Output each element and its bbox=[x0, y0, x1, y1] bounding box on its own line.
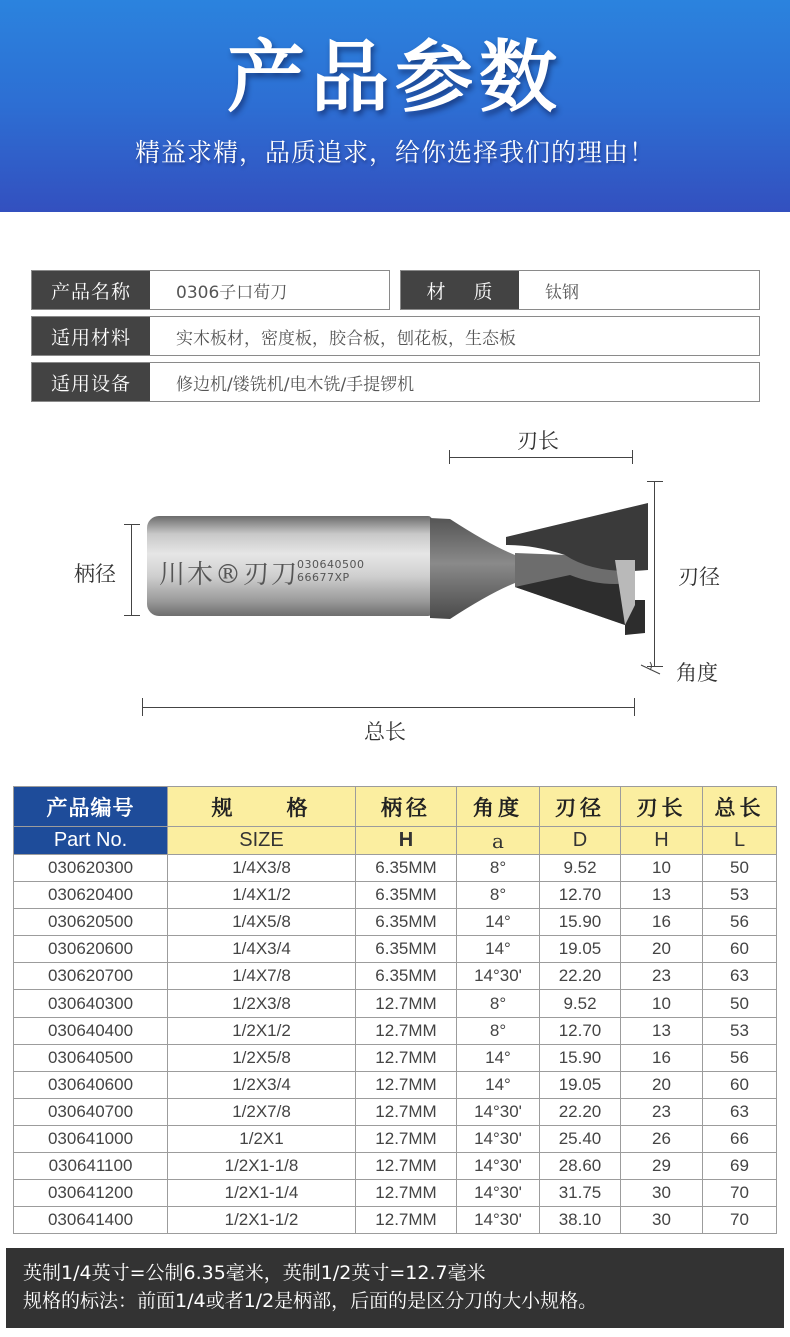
cell-shank-diameter: 12.7MM bbox=[356, 1044, 457, 1071]
cell-blade-diameter: 22.20 bbox=[540, 1098, 621, 1125]
cell-total-length: 63 bbox=[703, 963, 777, 990]
header-banner bbox=[0, 0, 790, 212]
cell-angle: 14° bbox=[457, 1071, 540, 1098]
col-subheader-size: SIZE bbox=[168, 827, 356, 855]
cell-size: 1/2X1-1/2 bbox=[168, 1207, 356, 1234]
table-row bbox=[14, 1207, 777, 1234]
cell-part-no: 030620400 bbox=[14, 882, 168, 909]
cell-total-length: 70 bbox=[703, 1207, 777, 1234]
cell-angle: 14°30' bbox=[457, 963, 540, 990]
spec-product-name bbox=[31, 270, 390, 310]
cell-size: 1/2X7/8 bbox=[168, 1098, 356, 1125]
cell-angle: 14° bbox=[457, 936, 540, 963]
spec-applicable-materials bbox=[31, 316, 760, 356]
cell-shank-diameter: 6.35MM bbox=[356, 909, 457, 936]
cell-total-length: 70 bbox=[703, 1180, 777, 1207]
cell-blade-length: 29 bbox=[621, 1153, 703, 1180]
page-subtitle: 精益求精，品质追求，给你选择我们的理由！ bbox=[134, 138, 655, 167]
dim-line-blade-diameter bbox=[654, 481, 655, 667]
cell-total-length: 53 bbox=[703, 1017, 777, 1044]
cell-blade-length: 23 bbox=[621, 963, 703, 990]
shank-code-line: 66677XP bbox=[297, 571, 350, 584]
cell-blade-diameter: 12.70 bbox=[540, 882, 621, 909]
table-row bbox=[14, 855, 777, 882]
dim-tick bbox=[632, 450, 633, 464]
cell-shank-diameter: 6.35MM bbox=[356, 963, 457, 990]
table-row bbox=[14, 1180, 777, 1207]
cell-part-no: 030641200 bbox=[14, 1180, 168, 1207]
dim-label-total-length: 总长 bbox=[364, 720, 406, 744]
cell-angle: 8° bbox=[457, 990, 540, 1017]
cell-size: 1/2X1 bbox=[168, 1125, 356, 1152]
cell-part-no: 030640600 bbox=[14, 1071, 168, 1098]
spec-label-part: 质 bbox=[473, 280, 494, 303]
shank-code-engraving bbox=[297, 558, 365, 584]
col-header-part-no: 产品编号 bbox=[14, 787, 168, 827]
table-row bbox=[14, 909, 777, 936]
spec-label-part: 材 bbox=[426, 280, 447, 303]
cell-part-no: 030640400 bbox=[14, 1017, 168, 1044]
cell-part-no: 030620500 bbox=[14, 909, 168, 936]
cell-total-length: 60 bbox=[703, 1071, 777, 1098]
table-row bbox=[14, 1017, 777, 1044]
footer-line: 英制1/4英寸=公制6.35毫米，英制1/2英寸=12.7毫米 bbox=[23, 1262, 486, 1284]
dim-label-blade-length: 刃长 bbox=[517, 429, 559, 453]
col-header-angle: 角度 bbox=[457, 787, 540, 827]
cell-size: 1/2X1-1/8 bbox=[168, 1153, 356, 1180]
cell-size: 1/4X1/2 bbox=[168, 882, 356, 909]
router-bit-cutter bbox=[420, 475, 660, 675]
cell-blade-diameter: 38.10 bbox=[540, 1207, 621, 1234]
table-row bbox=[14, 882, 777, 909]
cell-angle: 14°30' bbox=[457, 1207, 540, 1234]
cell-angle: 14°30' bbox=[457, 1125, 540, 1152]
cell-part-no: 030640300 bbox=[14, 990, 168, 1017]
dim-tick bbox=[634, 698, 635, 716]
col-header-total-length: 总长 bbox=[703, 787, 777, 827]
cell-blade-length: 16 bbox=[621, 1044, 703, 1071]
shank-brand-engraving: 川木®刃刀 bbox=[159, 560, 300, 590]
cell-part-no: 030640500 bbox=[14, 1044, 168, 1071]
cell-blade-length: 30 bbox=[621, 1207, 703, 1234]
col-subheader-d: D bbox=[540, 827, 621, 855]
cell-blade-length: 23 bbox=[621, 1098, 703, 1125]
table-row bbox=[14, 1098, 777, 1125]
cell-blade-diameter: 25.40 bbox=[540, 1125, 621, 1152]
cell-size: 1/2X3/8 bbox=[168, 990, 356, 1017]
cell-total-length: 50 bbox=[703, 855, 777, 882]
spec-label: 适用设备 bbox=[32, 363, 150, 401]
cell-total-length: 50 bbox=[703, 990, 777, 1017]
cell-blade-length: 13 bbox=[621, 1017, 703, 1044]
cell-angle: 14° bbox=[457, 1044, 540, 1071]
cell-shank-diameter: 6.35MM bbox=[356, 855, 457, 882]
cell-blade-diameter: 22.20 bbox=[540, 963, 621, 990]
table-header-row-cn bbox=[14, 787, 777, 827]
cell-shank-diameter: 12.7MM bbox=[356, 1098, 457, 1125]
cell-blade-diameter: 15.90 bbox=[540, 1044, 621, 1071]
cell-size: 1/2X1-1/4 bbox=[168, 1180, 356, 1207]
cell-blade-diameter: 19.05 bbox=[540, 1071, 621, 1098]
cell-shank-diameter: 12.7MM bbox=[356, 1071, 457, 1098]
spec-value: 修边机/镂铣机/电木铣/手提锣机 bbox=[176, 374, 415, 395]
cell-blade-length: 30 bbox=[621, 1180, 703, 1207]
cell-blade-length: 20 bbox=[621, 1071, 703, 1098]
table-row bbox=[14, 963, 777, 990]
cell-part-no: 030641400 bbox=[14, 1207, 168, 1234]
router-bit-shank bbox=[147, 516, 432, 616]
cell-blade-diameter: 28.60 bbox=[540, 1153, 621, 1180]
cell-angle: 8° bbox=[457, 882, 540, 909]
cell-part-no: 030620600 bbox=[14, 936, 168, 963]
cell-total-length: 69 bbox=[703, 1153, 777, 1180]
col-subheader-h: H bbox=[356, 827, 457, 855]
cell-blade-diameter: 19.05 bbox=[540, 936, 621, 963]
spec-label: 产品名称 bbox=[32, 271, 150, 309]
cell-shank-diameter: 12.7MM bbox=[356, 1125, 457, 1152]
cell-blade-length: 20 bbox=[621, 936, 703, 963]
cell-blade-diameter: 9.52 bbox=[540, 855, 621, 882]
cell-total-length: 60 bbox=[703, 936, 777, 963]
cell-blade-length: 10 bbox=[621, 990, 703, 1017]
cell-angle: 14°30' bbox=[457, 1098, 540, 1125]
cell-part-no: 030641000 bbox=[14, 1125, 168, 1152]
dim-label-shank-diameter: 柄径 bbox=[74, 562, 116, 586]
dim-line-total-length bbox=[142, 707, 635, 708]
col-header-blade-diameter: 刃径 bbox=[540, 787, 621, 827]
cell-shank-diameter: 12.7MM bbox=[356, 990, 457, 1017]
spec-label bbox=[401, 271, 519, 309]
cell-blade-length: 26 bbox=[621, 1125, 703, 1152]
table-row bbox=[14, 1044, 777, 1071]
table-body bbox=[14, 855, 777, 1234]
cell-total-length: 56 bbox=[703, 1044, 777, 1071]
cell-size: 1/2X5/8 bbox=[168, 1044, 356, 1071]
cell-part-no: 030641100 bbox=[14, 1153, 168, 1180]
table-row bbox=[14, 1071, 777, 1098]
cell-total-length: 53 bbox=[703, 882, 777, 909]
cell-angle: 14°30' bbox=[457, 1153, 540, 1180]
col-header-blade-length: 刃长 bbox=[621, 787, 703, 827]
cell-shank-diameter: 12.7MM bbox=[356, 1017, 457, 1044]
cell-size: 1/4X3/8 bbox=[168, 855, 356, 882]
col-subheader-a: a bbox=[457, 827, 540, 855]
cell-part-no: 030620700 bbox=[14, 963, 168, 990]
cell-blade-length: 10 bbox=[621, 855, 703, 882]
dim-tick bbox=[124, 615, 140, 616]
cell-total-length: 66 bbox=[703, 1125, 777, 1152]
col-subheader-h2: H bbox=[621, 827, 703, 855]
cell-angle: 14°30' bbox=[457, 1180, 540, 1207]
cell-angle: 14° bbox=[457, 909, 540, 936]
cell-shank-diameter: 12.7MM bbox=[356, 1207, 457, 1234]
cell-size: 1/4X3/4 bbox=[168, 936, 356, 963]
dim-line-shank-diameter bbox=[131, 524, 132, 615]
dim-tick bbox=[142, 698, 143, 716]
spec-table bbox=[13, 786, 777, 1234]
cell-shank-diameter: 12.7MM bbox=[356, 1180, 457, 1207]
cell-shank-diameter: 12.7MM bbox=[356, 1153, 457, 1180]
cell-total-length: 56 bbox=[703, 909, 777, 936]
cell-blade-length: 13 bbox=[621, 882, 703, 909]
cell-total-length: 63 bbox=[703, 1098, 777, 1125]
table-row bbox=[14, 936, 777, 963]
col-subheader-l: L bbox=[703, 827, 777, 855]
dim-label-angle: 角度 bbox=[676, 661, 718, 685]
page-title: 产品参数 bbox=[226, 33, 563, 123]
spec-value: 钛钢 bbox=[545, 282, 579, 303]
cell-shank-diameter: 6.35MM bbox=[356, 936, 457, 963]
cell-part-no: 030640700 bbox=[14, 1098, 168, 1125]
spec-label: 适用材料 bbox=[32, 317, 150, 355]
cell-size: 1/4X7/8 bbox=[168, 963, 356, 990]
col-header-size: 规 格 bbox=[168, 787, 356, 827]
col-subheader-part-no: Part No. bbox=[14, 827, 168, 855]
footer-line: 规格的标法：前面1/4或者1/2是柄部，后面的是区分刀的大小规格。 bbox=[23, 1290, 598, 1312]
cell-blade-length: 16 bbox=[621, 909, 703, 936]
table-row bbox=[14, 1125, 777, 1152]
cell-angle: 8° bbox=[457, 1017, 540, 1044]
cell-size: 1/2X3/4 bbox=[168, 1071, 356, 1098]
cell-blade-diameter: 9.52 bbox=[540, 990, 621, 1017]
dim-tick bbox=[647, 481, 663, 482]
spec-applicable-equipment bbox=[31, 362, 760, 402]
dim-line-blade-length bbox=[449, 457, 633, 458]
spec-material bbox=[400, 270, 760, 310]
col-header-shank-diameter: 柄径 bbox=[356, 787, 457, 827]
dim-tick bbox=[124, 524, 140, 525]
table-row bbox=[14, 990, 777, 1017]
table-row bbox=[14, 1153, 777, 1180]
cell-size: 1/2X1/2 bbox=[168, 1017, 356, 1044]
spec-value: 0306子口荀刀 bbox=[176, 282, 288, 303]
dim-tick bbox=[449, 450, 450, 464]
cell-blade-diameter: 12.70 bbox=[540, 1017, 621, 1044]
table-header-row-en bbox=[14, 827, 777, 855]
dim-label-blade-diameter: 刃径 bbox=[678, 565, 720, 589]
cell-shank-diameter: 6.35MM bbox=[356, 882, 457, 909]
cell-angle: 8° bbox=[457, 855, 540, 882]
cell-part-no: 030620300 bbox=[14, 855, 168, 882]
cell-blade-diameter: 31.75 bbox=[540, 1180, 621, 1207]
footer-note bbox=[6, 1248, 784, 1328]
cell-size: 1/4X5/8 bbox=[168, 909, 356, 936]
angle-icon bbox=[640, 658, 662, 676]
shank-code-line: 030640500 bbox=[297, 558, 365, 571]
spec-value: 实木板材，密度板，胶合板，刨花板，生态板 bbox=[176, 328, 516, 349]
cell-blade-diameter: 15.90 bbox=[540, 909, 621, 936]
